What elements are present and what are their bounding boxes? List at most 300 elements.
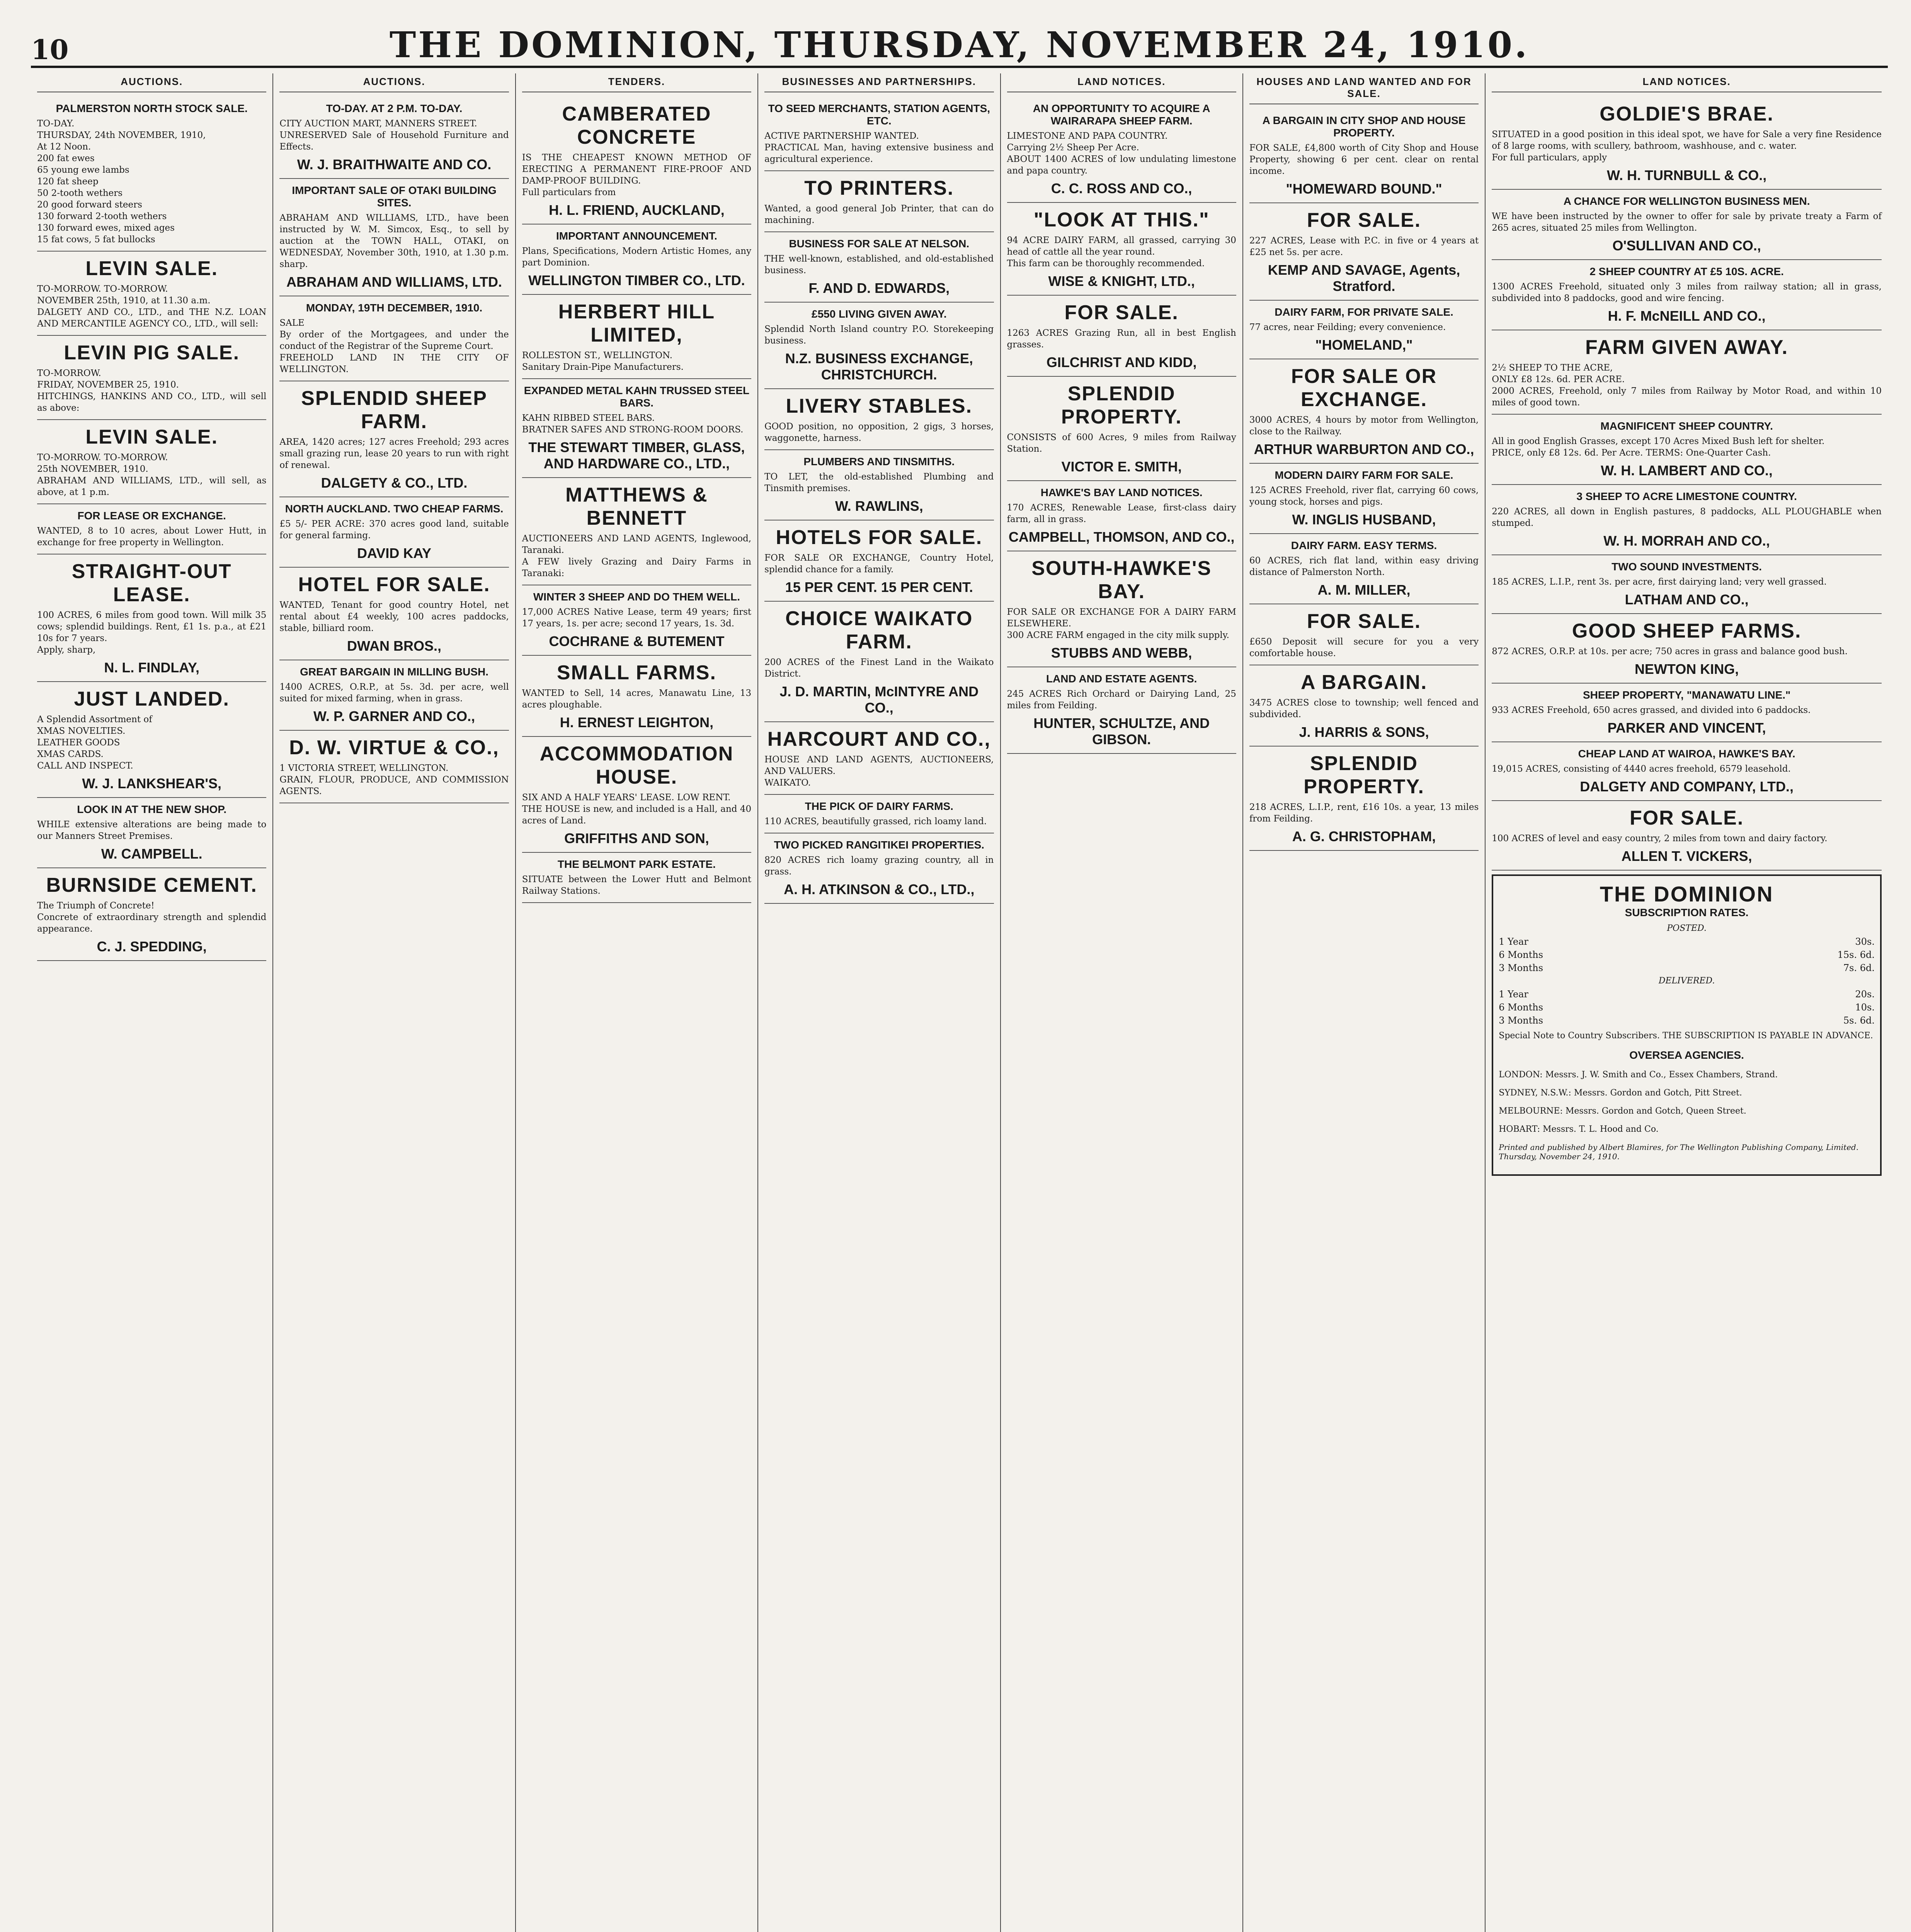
ad-signature: W. H. LAMBERT AND CO., — [1601, 463, 1773, 478]
advertisement — [522, 585, 751, 656]
ad-signature: ALLEN T. VICKERS, — [1621, 848, 1752, 864]
ad-title: FOR SALE. — [1629, 807, 1744, 829]
ad-signature: NEWTON KING, — [1634, 661, 1739, 677]
ad-text: WANTED, 8 to 10 acres, about Lower Hutt, in exchange for free property in Wellington. — [37, 526, 267, 548]
column-3 — [516, 73, 758, 1932]
agency-line: MELBOURNE: Messrs. Gordon and Gotch, Queen Street. — [1499, 1106, 1746, 1116]
ad-text: £5 5/- PER ACRE: 370 acres good land, suitable for general farming. — [279, 519, 509, 541]
ad-title: SHEEP PROPERTY, "MANAWATU LINE." — [1583, 689, 1791, 701]
ad-signature: C. J. SPEDDING, — [97, 939, 207, 954]
ad-title: LEVIN SALE. — [85, 426, 218, 448]
ad-title: HERBERT HILL LIMITED, — [558, 301, 715, 346]
ad-text: Splendid North Island country P.O. Storekeeping business. — [764, 324, 994, 346]
ad-text: ABOUT 1400 ACRES of low undulating limestone and papa country. — [1007, 154, 1236, 176]
subscription-title: THE DOMINION — [1600, 882, 1774, 906]
ad-text: 125 ACRES Freehold, river flat, carrying 60 cows, young stock, horses and pigs. — [1249, 485, 1479, 507]
ad-title: A BARGAIN. — [1300, 671, 1428, 694]
ad-signature: GILCHRIST AND KIDD, — [1046, 354, 1197, 370]
advertisement — [764, 520, 994, 602]
advertisement — [279, 731, 509, 803]
ad-signature: GRIFFITHS AND SON, — [564, 830, 709, 846]
ad-text: THURSDAY, 24th NOVEMBER, 1910, — [37, 130, 206, 140]
ad-text: 100 ACRES, 6 miles from good town. Will milk 35 cows; splendid buildings. Rent, £1 1s. p.a., at £21 10s for 7 years. — [37, 610, 267, 643]
columns — [31, 73, 1888, 1932]
advertisement — [1492, 555, 1882, 614]
ad-title: STRAIGHT-OUT LEASE. — [71, 560, 232, 606]
ad-text: TO-DAY. — [37, 119, 75, 129]
ad-text: GRAIN, FLOUR, PRODUCE, AND COMMISSION AGENTS. — [279, 775, 509, 796]
column-4 — [758, 73, 1001, 1932]
ad-text: 100 ACRES of level and easy country, 2 miles from town and dairy factory. — [1492, 833, 1828, 844]
column-heading: AUCTIONS. — [279, 73, 509, 92]
ad-text: WHILE extensive alterations are being made to our Manners Street Premises. — [37, 820, 267, 841]
ad-text: THE HOUSE is new, and included is a Hall, and 40 acres of Land. — [522, 804, 752, 826]
ad-signature: WISE & KNIGHT, LTD., — [1048, 273, 1195, 289]
ad-title: CHEAP LAND AT WAIROA, HAWKE'S BAY. — [1578, 748, 1795, 760]
ad-signature: N.Z. BUSINESS EXCHANGE, CHRISTCHURCH. — [785, 350, 973, 383]
advertisement — [1249, 301, 1479, 359]
ad-text: 300 ACRE FARM engaged in the city milk supply. — [1007, 630, 1229, 640]
ad-title: IMPORTANT SALE OF OTAKI BUILDING SITES. — [292, 184, 497, 209]
ad-text: CONSISTS of 600 Acres, 9 miles from Railway Station. — [1007, 432, 1236, 454]
advertisement — [522, 224, 751, 295]
ad-title: GOLDIE'S BRAE. — [1600, 103, 1774, 125]
ad-text: Plans, Specifications, Modern Artistic Homes, any part Dominion. — [522, 246, 752, 268]
ad-signature: HUNTER, SCHULTZE, AND GIBSON. — [1033, 715, 1210, 747]
ad-title: A CHANCE FOR WELLINGTON BUSINESS MEN. — [1563, 195, 1810, 207]
ad-title: SPLENDID SHEEP FARM. — [301, 387, 487, 433]
ad-text: 820 ACRES rich loamy grazing country, all in grass. — [764, 855, 994, 877]
ad-title: TWO PICKED RANGITIKEI PROPERTIES. — [774, 839, 985, 851]
agency-line: LONDON: Messrs. J. W. Smith and Co., Essex Chambers, Strand. — [1499, 1070, 1778, 1080]
ad-text: PRICE, only £8 12s. 6d. Per Acre. TERMS: One-Quarter Cash. — [1492, 448, 1771, 458]
ad-text: TO LET, the old-established Plumbing and Tinsmith premises. — [764, 472, 994, 493]
ad-text: TO-MORROW. TO-MORROW. — [37, 284, 168, 294]
advertisement — [522, 656, 751, 737]
ad-text: This farm can be thoroughly recommended. — [1007, 259, 1205, 269]
ad-signature: A. M. MILLER, — [1317, 582, 1411, 598]
ad-text: BRATNER SAFES AND STRONG-ROOM DOORS. — [522, 425, 744, 435]
ad-title: FOR SALE OR EXCHANGE. — [1291, 365, 1437, 411]
newspaper-title: THE DOMINION, THURSDAY, NOVEMBER 24, 1910. — [389, 24, 1530, 66]
ad-text: 17,000 ACRES Native Lease, term 49 years; first 17 years, 1s. per acre; second 17 years, 1s. 3d. — [522, 607, 752, 629]
ad-title: NORTH AUCKLAND. TWO CHEAP FARMS. — [285, 503, 504, 515]
ad-signature: F. AND D. EDWARDS, — [808, 280, 950, 296]
advertisement — [764, 795, 994, 833]
ad-text: LEATHER GOODS — [37, 738, 120, 748]
ad-text: 77 acres, near Feilding; every convenience. — [1249, 322, 1446, 332]
ad-title: LIVERY STABLES. — [786, 395, 973, 417]
ad-text: 933 ACRES Freehold, 650 acres grassed, and divided into 6 paddocks. — [1492, 705, 1811, 715]
subscription-subtitle: SUBSCRIPTION RATES. — [1625, 906, 1749, 918]
rate-price: 20s. — [1855, 989, 1875, 1000]
ad-text: ABRAHAM AND WILLIAMS, LTD., will sell, as above, at 1 p.m. — [37, 476, 267, 497]
ad-text: 1300 ACRES Freehold, situated only 3 miles from railway station; all in grass, subdivided into 8 paddocks, good and wire fencing. — [1492, 282, 1882, 303]
advertisement — [522, 478, 751, 585]
ad-title: SMALL FARMS. — [556, 662, 716, 684]
ad-title: WINTER 3 SHEEP AND DO THEM WELL. — [533, 591, 740, 603]
column-5 — [1001, 73, 1243, 1932]
rates-table — [1499, 922, 1875, 1027]
advertisement — [1492, 801, 1882, 871]
ad-title: LOOK IN AT THE NEW SHOP. — [77, 803, 227, 815]
advertisement — [764, 303, 994, 389]
page-number: 10 — [31, 34, 69, 66]
advertisement — [279, 97, 509, 179]
ad-text: All in good English Grasses, except 170 Acres Mixed Bush left for shelter. — [1492, 436, 1825, 446]
column-heading: AUCTIONS. — [37, 73, 266, 92]
ad-signature: H. F. McNEILL AND CO., — [1608, 308, 1766, 324]
ad-text: TO-MORROW. — [37, 368, 101, 378]
ad-title: GOOD SHEEP FARMS. — [1572, 620, 1802, 642]
ad-signature: A. H. ATKINSON & CO., LTD., — [784, 881, 975, 897]
ad-signature: STUBBS AND WEBB, — [1051, 645, 1192, 661]
ad-signature: ARTHUR WARBURTON AND CO., — [1254, 441, 1474, 457]
advertisement — [37, 97, 266, 252]
ad-title: FOR SALE. — [1064, 301, 1179, 324]
ad-signature: LATHAM AND CO., — [1625, 592, 1749, 607]
ad-text: For full particulars, apply — [1492, 153, 1607, 163]
ad-signature: PARKER AND VINCENT, — [1607, 720, 1766, 736]
ad-text: By order of the Mortgagees, and under the conduct of the Registrar of the Supreme Court. — [279, 330, 509, 351]
ad-title: TO-DAY. AT 2 P.M. TO-DAY. — [326, 102, 463, 114]
advertisement — [1249, 359, 1479, 464]
advertisement — [1492, 97, 1882, 190]
rate-period: 1 Year — [1499, 989, 1528, 1000]
ad-text: IS THE CHEAPEST KNOWN METHOD OF ERECTING A PERMANENT FIRE-PROOF AND DAMP-PROOF BUILDING. — [522, 153, 752, 186]
ad-signature: N. L. FINDLAY, — [104, 660, 200, 675]
ad-title: £550 LIVING GIVEN AWAY. — [812, 308, 947, 320]
rate-row — [1499, 948, 1875, 961]
ad-title: FOR LEASE OR EXCHANGE. — [77, 510, 226, 522]
ad-signature: J. HARRIS & SONS, — [1299, 724, 1429, 740]
ad-title: FOR SALE. — [1307, 209, 1421, 231]
ad-text: 50 2-tooth wethers — [37, 188, 123, 198]
advertisement — [1249, 665, 1479, 747]
column-2 — [273, 73, 516, 1932]
ad-text: 3000 ACRES, 4 hours by motor from Wellington, close to the Railway. — [1249, 415, 1479, 437]
ad-text: 218 ACRES, L.I.P., rent, £16 10s. a year, 13 miles from Feilding. — [1249, 802, 1479, 824]
ad-title: SPLENDID PROPERTY. — [1303, 752, 1424, 798]
rate-row — [1499, 961, 1875, 975]
ad-title: LAND AND ESTATE AGENTS. — [1046, 673, 1197, 685]
ad-text: Sanitary Drain-Pipe Manufacturers. — [522, 362, 684, 372]
ad-text: FOR SALE OR EXCHANGE FOR A DAIRY FARM ELSEWHERE. — [1007, 607, 1236, 629]
advertisement — [764, 232, 994, 303]
column-heading: HOUSES AND LAND WANTED AND FOR SALE. — [1249, 73, 1479, 104]
ad-signature: W. H. MORRAH AND CO., — [1603, 533, 1770, 549]
advertisement — [1007, 377, 1236, 481]
ad-signature: W. J. BRAITHWAITE AND CO. — [297, 156, 492, 172]
column-heading: LAND NOTICES. — [1492, 73, 1882, 92]
ad-signature: CAMPBELL, THOMSON, AND CO., — [1008, 529, 1235, 545]
ad-title: EXPANDED METAL KAHN TRUSSED STEEL BARS. — [524, 384, 750, 409]
rate-price: 30s. — [1855, 936, 1875, 947]
ad-text: WANTED to Sell, 14 acres, Manawatu Line, 13 acres ploughable. — [522, 688, 752, 710]
ad-text: WE have been instructed by the owner to offer for sale by private treaty a Farm of 265 acres, situated 25 miles from Wellington. — [1492, 211, 1882, 233]
ad-text: LIMESTONE AND PAPA COUNTRY. — [1007, 131, 1168, 141]
advertisement — [522, 853, 751, 903]
ad-title: JUST LANDED. — [74, 688, 230, 710]
ad-signature: J. D. MARTIN, McINTYRE AND CO., — [779, 684, 979, 716]
advertisement — [1007, 551, 1236, 667]
ad-title: SPLENDID PROPERTY. — [1061, 383, 1182, 428]
ad-title: MONDAY, 19TH DECEMBER, 1910. — [306, 302, 483, 314]
ad-title: LEVIN PIG SALE. — [64, 342, 240, 364]
column-7 — [1486, 73, 1888, 1932]
advertisement — [37, 868, 266, 961]
rate-row — [1499, 935, 1875, 948]
advertisement — [764, 97, 994, 171]
advertisement — [1007, 667, 1236, 754]
ad-signature: W. J. LANKSHEAR'S, — [82, 776, 221, 791]
advertisement — [1492, 742, 1882, 801]
ad-text: 1400 ACRES, O.R.P., at 5s. 3d. per acre, well suited for mixed farming, when in grass. — [279, 682, 509, 704]
ad-text: 65 young ewe lambs — [37, 165, 129, 175]
ad-text: 94 ACRE DAIRY FARM, all grassed, carrying 30 head of cattle all the year round. — [1007, 235, 1236, 257]
ad-text: DALGETY AND CO., LTD., and THE N.Z. LOAN AND MERCANTILE AGENCY CO., LTD., will sell: — [37, 307, 267, 329]
ad-text: ONLY £8 12s. 6d. PER ACRE. — [1492, 374, 1625, 384]
rate-period: 6 Months — [1499, 1002, 1543, 1013]
ad-title: THE BELMONT PARK ESTATE. — [557, 858, 716, 870]
ad-text: 120 fat sheep — [37, 177, 99, 187]
ad-signature: "HOMEWARD BOUND." — [1286, 181, 1442, 197]
ad-text: 200 ACRES of the Finest Land in the Waikato District. — [764, 657, 994, 679]
advertisement — [37, 252, 266, 336]
ad-text: 1263 ACRES Grazing Run, all in best English grasses. — [1007, 328, 1236, 350]
ad-title: BUSINESS FOR SALE AT NELSON. — [789, 238, 970, 250]
advertisement — [1249, 534, 1479, 604]
advertisement — [279, 381, 509, 497]
ad-signature: "HOMELAND," — [1315, 337, 1413, 353]
advertisement — [1007, 203, 1236, 296]
ad-signature: DALGETY AND COMPANY, LTD., — [1580, 779, 1794, 794]
advertisement — [37, 554, 266, 682]
agency-line: HOBART: Messrs. T. L. Hood and Co. — [1499, 1124, 1659, 1134]
advertisement — [764, 389, 994, 450]
ad-text: 185 ACRES, L.I.P., rent 3s. per acre, first dairying land; very well grassed. — [1492, 577, 1827, 587]
ad-text: FREEHOLD LAND IN THE CITY OF WELLINGTON. — [279, 353, 509, 374]
ad-signature: A. G. CHRISTOPHAM, — [1292, 828, 1436, 844]
advertisement — [37, 420, 266, 504]
advertisement — [1249, 109, 1479, 203]
ad-text: Wanted, a good general Job Printer, that can do machining. — [764, 204, 994, 225]
ad-title: LEVIN SALE. — [85, 257, 218, 280]
advertisement — [764, 833, 994, 904]
advertisement — [764, 171, 994, 232]
ad-signature: WELLINGTON TIMBER CO., LTD. — [528, 272, 745, 288]
ad-text: 2½ SHEEP TO THE ACRE, — [1492, 363, 1613, 373]
ad-text: 19,015 ACRES, consisting of 4440 acres freehold, 6579 leasehold. — [1492, 764, 1791, 774]
column-heading: BUSINESSES AND PARTNERSHIPS. — [764, 73, 994, 92]
delivered-label: DELIVERED. — [1658, 976, 1715, 986]
advertisement — [1492, 485, 1882, 555]
advertisement — [764, 450, 994, 520]
ad-title: HOTEL FOR SALE. — [298, 573, 490, 596]
advertisement — [522, 97, 751, 224]
ad-title: GREAT BARGAIN IN MILLING BUSH. — [300, 666, 489, 678]
ad-signature: W. CAMPBELL. — [101, 846, 203, 862]
ad-signature: 15 PER CENT. 15 PER CENT. — [785, 579, 973, 595]
ad-text: WANTED, Tenant for good country Hotel, net rental about £4 weekly, 100 acres paddocks, stable, billiard room. — [279, 600, 509, 633]
ad-text: 872 ACRES, O.R.P. at 10s. per acre; 750 acres in grass and balance good bush. — [1492, 646, 1848, 656]
ad-text: 200 fat ewes — [37, 153, 95, 163]
ad-text: Apply, sharp, — [37, 645, 96, 655]
ad-text: The Triumph of Concrete! — [37, 901, 155, 911]
ad-text: HOUSE AND LAND AGENTS, AUCTIONEERS, AND VALUERS. — [764, 755, 994, 776]
ad-text: SALE — [279, 318, 305, 328]
ad-text: 130 forward 2-tooth wethers — [37, 211, 167, 221]
advertisement — [279, 568, 509, 660]
ad-text: SITUATED in a good position in this ideal spot, we have for Sale a very fine Residence of 8 large rooms, with scullery, bathroom, washhouse, and c. water. — [1492, 129, 1882, 151]
ad-text: 110 ACRES, beautifully grassed, rich loamy land. — [764, 816, 987, 827]
ad-text: FRIDAY, NOVEMBER 25, 1910. — [37, 380, 179, 390]
advertisement — [1249, 464, 1479, 534]
column-heading: LAND NOTICES. — [1007, 73, 1236, 92]
ad-text: 2000 ACRES, Freehold, only 7 miles from Railway by Motor Road, and within 10 miles of good town. — [1492, 386, 1882, 408]
ad-signature: DALGETY & CO., LTD. — [321, 475, 468, 491]
rate-price: 15s. 6d. — [1837, 949, 1875, 960]
ad-title: PALMERSTON NORTH STOCK SALE. — [56, 102, 248, 114]
ad-title: HARCOURT AND CO., — [767, 728, 991, 750]
advertisement — [1492, 415, 1882, 485]
ad-signature: W. INGLIS HUSBAND, — [1292, 512, 1436, 527]
ad-text: 60 ACRES, rich flat land, within easy driving distance of Palmerston North. — [1249, 556, 1479, 577]
ad-title: SOUTH-HAWKE'S BAY. — [1031, 557, 1212, 603]
ad-signature: KEMP AND SAVAGE, Agents, Stratford. — [1268, 262, 1460, 294]
ad-title: "LOOK AT THIS." — [1033, 209, 1210, 231]
ad-text: ABRAHAM AND WILLIAMS, LTD., have been instructed by W. M. Simcox, Esq., to sell by auction at the TOWN HALL, OTAKI, on WEDNESDAY, November 30th, 1910, at 1.30 p.m. sharp. — [279, 213, 509, 269]
ad-text: Concrete of extraordinary strength and splendid appearance. — [37, 912, 267, 934]
ad-text: 227 ACRES, Lease with P.C. in five or 4 years at £25 net 5s. per acre. — [1249, 236, 1479, 257]
ad-signature: O'SULLIVAN AND CO., — [1612, 238, 1761, 253]
ad-text: £650 Deposit will secure for you a very comfortable house. — [1249, 637, 1479, 658]
ad-text: A FEW lively Grazing and Dairy Farms in Taranaki: — [522, 557, 752, 578]
ad-signature: DAVID KAY — [357, 545, 432, 561]
ad-text: SIX AND A HALF YEARS' LEASE. LOW RENT. — [522, 793, 731, 803]
advertisement — [1007, 481, 1236, 551]
ad-title: HOTELS FOR SALE. — [776, 526, 983, 549]
ad-title: AN OPPORTUNITY TO ACQUIRE A WAIRARAPA SHEEP FARM. — [1033, 102, 1210, 127]
ad-text: KAHN RIBBED STEEL BARS. — [522, 413, 655, 423]
ad-title: HAWKE'S BAY LAND NOTICES. — [1040, 486, 1203, 498]
advertisement — [764, 722, 994, 795]
ad-title: CAMBERATED CONCRETE — [562, 103, 711, 148]
advertisement — [37, 682, 266, 798]
rate-price: 10s. — [1855, 1002, 1875, 1013]
ad-text: AREA, 1420 acres; 127 acres Freehold; 293 acres small grazing run, lease 20 years to run with right of renewal. — [279, 437, 509, 470]
ad-text: ACTIVE PARTNERSHIP WANTED. — [764, 131, 919, 141]
advertisement — [279, 497, 509, 568]
rate-row — [1499, 1001, 1875, 1014]
advertisement — [522, 379, 751, 478]
ad-title: IMPORTANT ANNOUNCEMENT. — [556, 230, 717, 242]
ad-title: ACCOMMODATION HOUSE. — [539, 743, 734, 788]
ad-signature: DWAN BROS., — [347, 638, 442, 654]
ad-signature: VICTOR E. SMITH, — [1061, 459, 1182, 474]
advertisement — [1492, 684, 1882, 742]
advertisement — [37, 798, 266, 868]
ad-title: DAIRY FARM, FOR PRIVATE SALE. — [1275, 306, 1453, 318]
advertisement — [279, 179, 509, 296]
ad-text: 3475 ACRES close to township; well fenced and subdivided. — [1249, 698, 1479, 719]
ad-text: NOVEMBER 25th, 1910, at 11.30 a.m. — [37, 296, 211, 306]
ad-title: D. W. VIRTUE & CO., — [289, 736, 499, 759]
ad-text: PRACTICAL Man, having extensive business and agricultural experience. — [764, 143, 994, 164]
advertisement — [1249, 747, 1479, 851]
ad-signature: COCHRANE & BUTEMENT — [549, 633, 725, 649]
ad-text: FOR SALE OR EXCHANGE, Country Hotel, splendid chance for a family. — [764, 553, 994, 575]
ad-text: A Splendid Assortment of — [37, 714, 152, 724]
column-1 — [31, 73, 273, 1932]
advertisement — [1249, 604, 1479, 665]
ad-signature: THE STEWART TIMBER, GLASS, AND HARDWARE CO., LTD., — [528, 439, 745, 471]
ad-title: THE PICK OF DAIRY FARMS. — [805, 800, 953, 812]
advertisement — [1249, 203, 1479, 301]
ad-text: ROLLESTON ST., WELLINGTON. — [522, 350, 673, 361]
ad-signature: C. C. ROSS AND CO., — [1051, 180, 1192, 196]
ad-text: 25th NOVEMBER, 1910. — [37, 464, 148, 474]
ad-title: BURNSIDE CEMENT. — [46, 874, 257, 896]
ad-text: HITCHINGS, HANKINS AND CO., LTD., will sell as above: — [37, 391, 267, 413]
ad-title: 3 SHEEP TO ACRE LIMESTONE COUNTRY. — [1576, 490, 1797, 502]
advertisement — [1492, 190, 1882, 260]
ad-title: DAIRY FARM. EASY TERMS. — [1291, 539, 1437, 551]
ad-signature: ABRAHAM AND WILLIAMS, LTD. — [286, 274, 502, 290]
advertisement — [1007, 97, 1236, 203]
subscription-note: Special Note to Country Subscribers. THE SUBSCRIPTION IS PAYABLE IN ADVANCE. — [1499, 1031, 1873, 1041]
column-heading: TENDERS. — [522, 73, 751, 92]
advertisement — [1007, 296, 1236, 377]
ad-title: TO PRINTERS. — [804, 177, 954, 199]
ad-signature: H. L. FRIEND, AUCKLAND, — [549, 202, 725, 218]
advertisement — [279, 296, 509, 381]
ad-title: TO SEED MERCHANTS, STATION AGENTS, ETC. — [768, 102, 990, 127]
rate-period: 3 Months — [1499, 963, 1543, 973]
ad-text: FOR SALE, £4,800 worth of City Shop and House Property, showing 6 per cent. clear on rental income. — [1249, 143, 1479, 176]
ad-text: CITY AUCTION MART, MANNERS STREET. — [279, 119, 477, 129]
advertisement — [37, 504, 266, 554]
masthead — [31, 15, 1888, 68]
ad-text: 20 good forward steers — [37, 200, 142, 210]
advertisement — [279, 660, 509, 731]
advertisement — [37, 336, 266, 420]
rate-row — [1499, 1014, 1875, 1027]
ad-title: MODERN DAIRY FARM FOR SALE. — [1275, 469, 1453, 481]
ad-title: A BARGAIN IN CITY SHOP AND HOUSE PROPERTY. — [1262, 114, 1466, 139]
advertisement — [1492, 330, 1882, 415]
ad-text: Full particulars from — [522, 187, 616, 197]
ad-text: SITUATE between the Lower Hutt and Belmont Railway Stations. — [522, 874, 752, 896]
agency-line: SYDNEY, N.S.W.: Messrs. Gordon and Gotch, Pitt Street. — [1499, 1088, 1742, 1098]
ad-title: MAGNIFICENT SHEEP COUNTRY. — [1600, 420, 1773, 432]
rate-row — [1499, 988, 1875, 1001]
posted-label: POSTED. — [1667, 923, 1707, 933]
ad-title: PLUMBERS AND TINSMITHS. — [803, 456, 955, 468]
agencies-title: OVERSEA AGENCIES. — [1629, 1049, 1744, 1061]
ad-text: UNRESERVED Sale of Household Furniture and Effects. — [279, 130, 509, 152]
imprint: Printed and published by Albert Blamires, for The Wellington Publishing Company, Limited. Thursday, November 24, 1910. — [1499, 1143, 1859, 1161]
rate-period: 1 Year — [1499, 936, 1528, 947]
subscription-box — [1492, 874, 1882, 1176]
ad-text: XMAS NOVELTIES. — [37, 726, 126, 736]
ad-text: Carrying 2½ Sheep Per Acre. — [1007, 143, 1139, 153]
advertisement — [1492, 260, 1882, 330]
ad-signature: W. RAWLINS, — [835, 498, 923, 514]
ad-text: GOOD position, no opposition, 2 gigs, 3 horses, waggonette, harness. — [764, 422, 994, 443]
ad-signature: H. ERNEST LEIGHTON, — [560, 714, 714, 730]
ad-text: XMAS CARDS. — [37, 749, 104, 759]
